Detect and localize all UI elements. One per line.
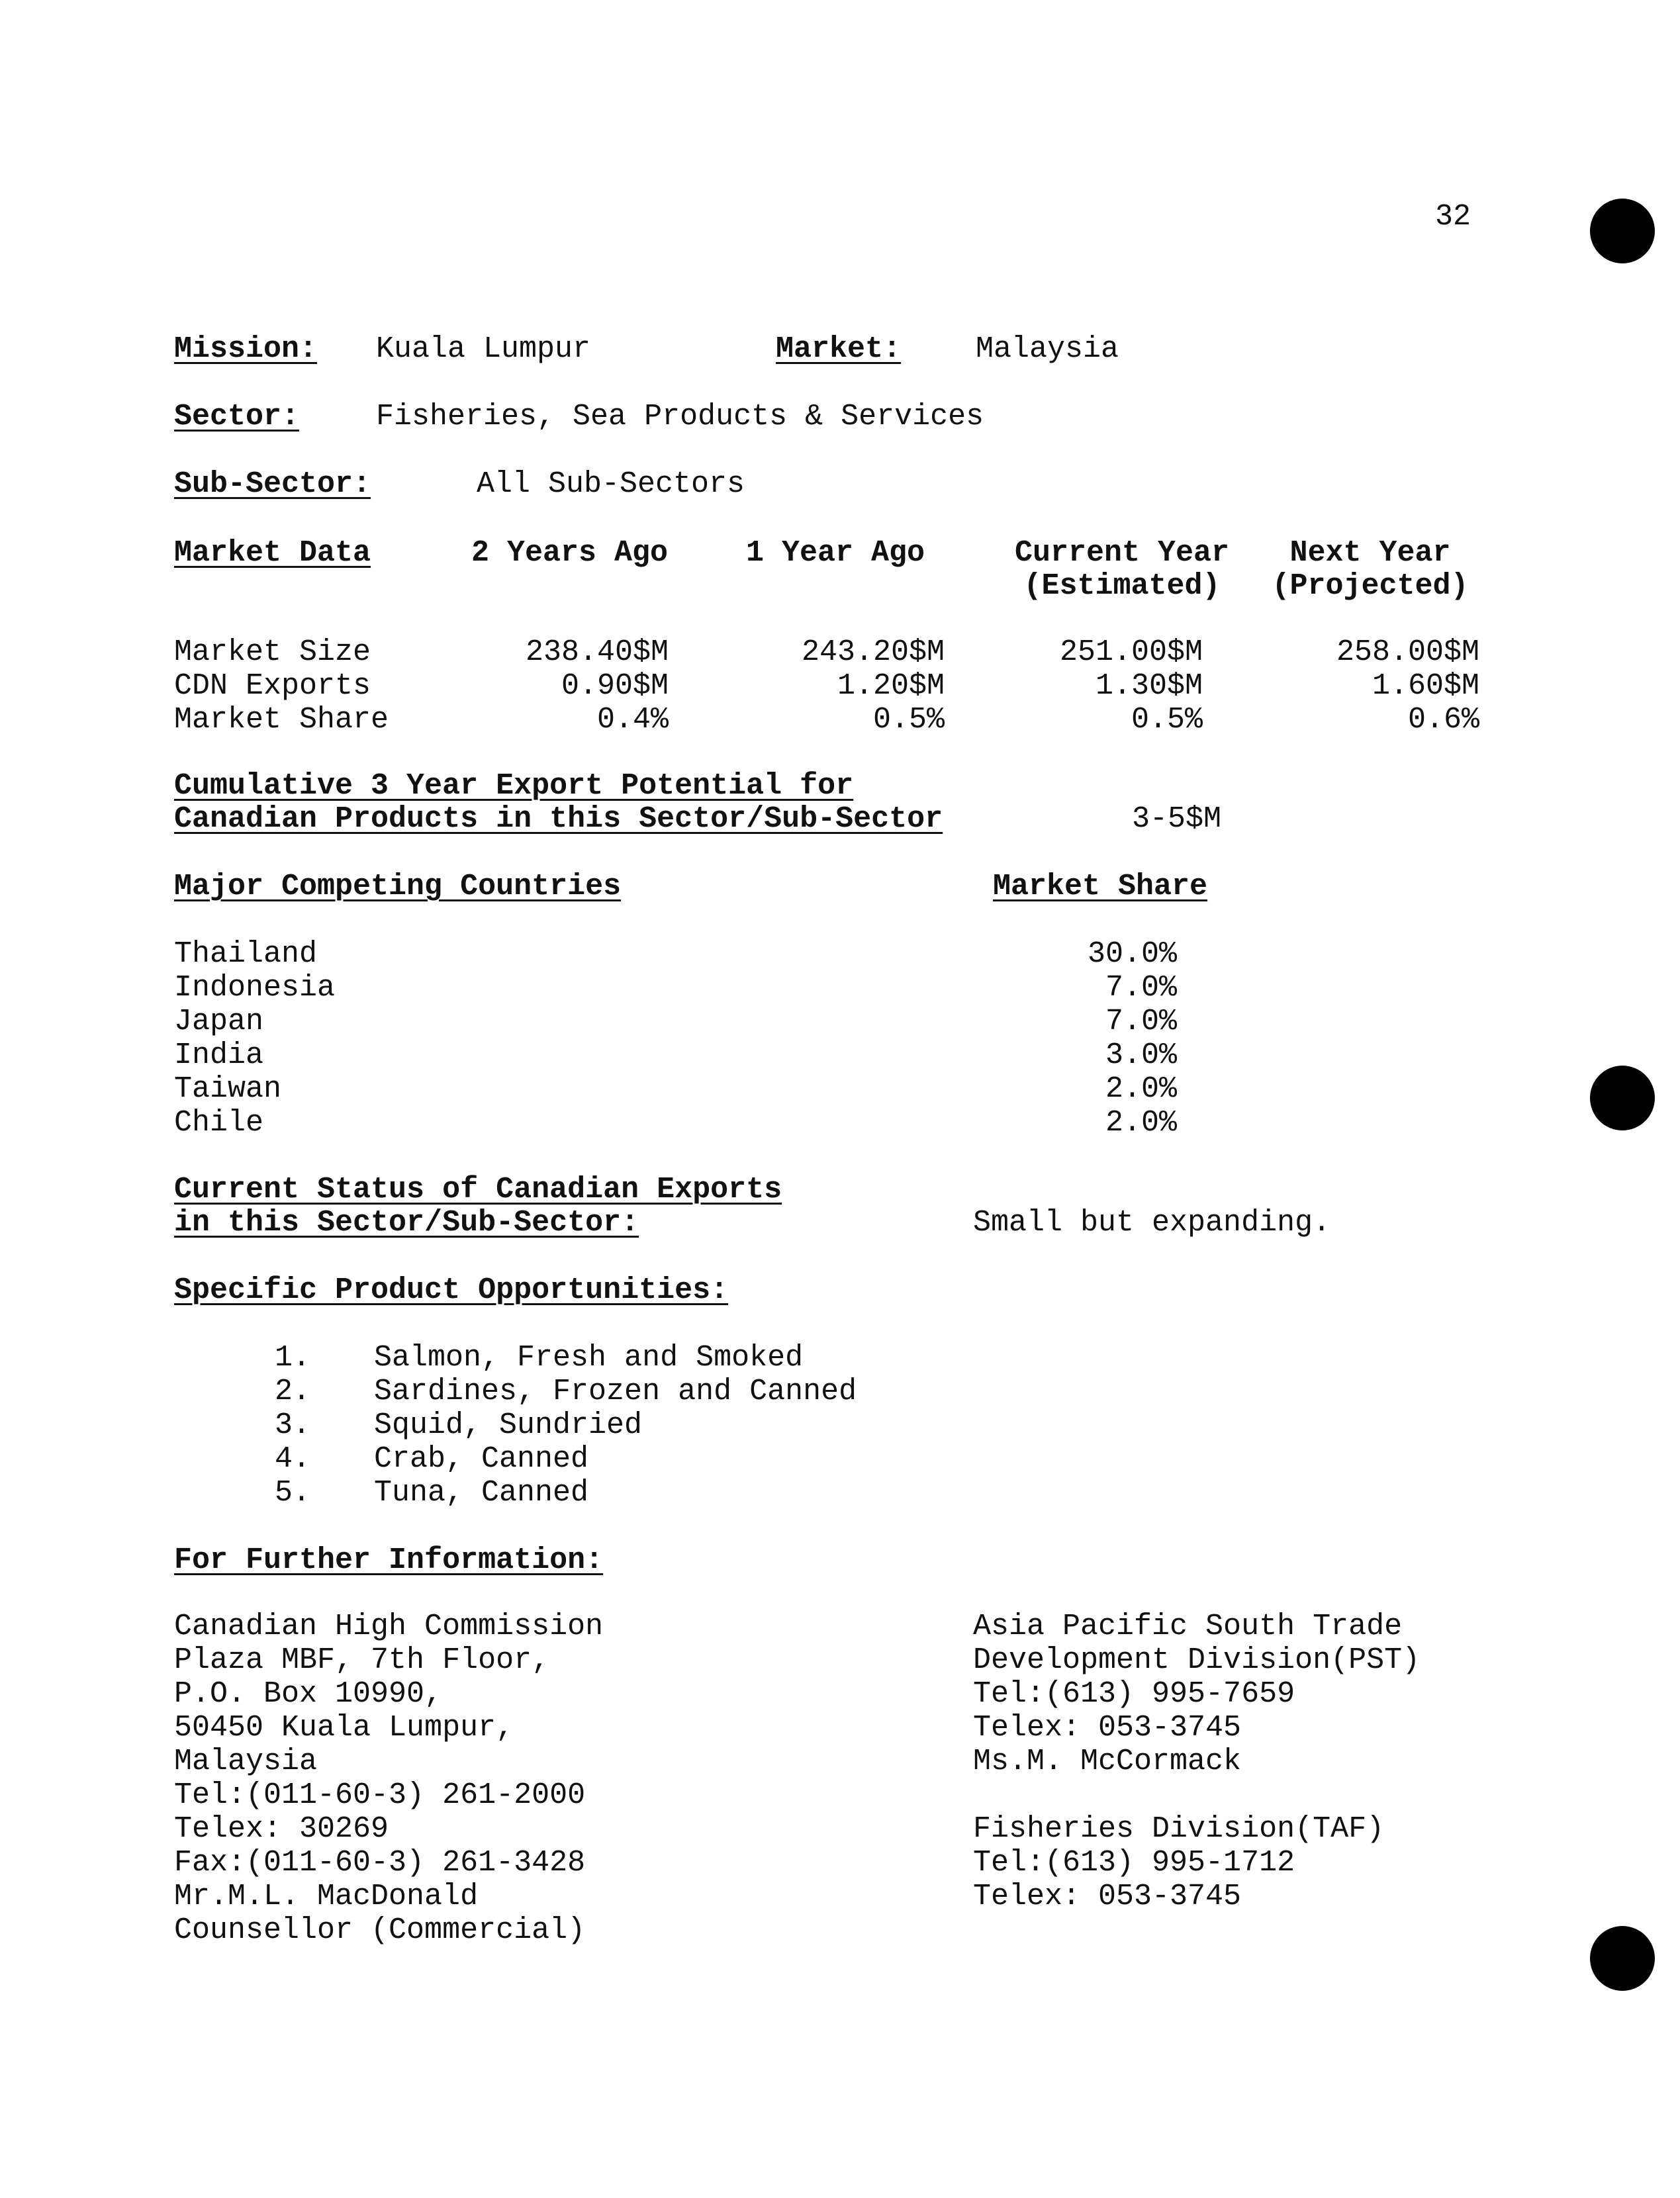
opportunity-text: Squid, Sundried <box>374 1408 643 1442</box>
contact-line: Fisheries Division(TAF) <box>973 1812 1385 1846</box>
competitor-country: India <box>174 1038 264 1072</box>
status-line1: Current Status of Canadian Exports <box>174 1173 782 1207</box>
status-line2: in this Sector/Sub-Sector: <box>174 1206 639 1240</box>
competitors-share-heading: Market Share <box>993 870 1208 903</box>
row-value-next: 0.6% <box>1407 703 1479 737</box>
opportunity-number: 5. <box>275 1476 311 1510</box>
col-current-year-sub: (Estimated) <box>1023 569 1221 603</box>
col-next-year-sub: (Projected) <box>1272 569 1469 603</box>
contact-line: Mr.M.L. MacDonald <box>174 1880 479 1913</box>
opportunity-number: 4. <box>275 1442 311 1476</box>
opportunity-text: Salmon, Fresh and Smoked <box>374 1341 804 1375</box>
contact-line: Tel:(613) 995-1712 <box>973 1846 1295 1880</box>
contact-line: Plaza MBF, 7th Floor, <box>174 1643 550 1677</box>
contact-line: Telex: 053-3745 <box>973 1711 1242 1745</box>
row-value-1y: 0.5% <box>872 703 945 737</box>
export-potential-value: 3-5$M <box>1132 802 1222 836</box>
competitor-country: Japan <box>174 1005 264 1038</box>
row-value-1y: 243.20$M <box>801 635 945 669</box>
col-next-year: Next Year <box>1289 536 1451 570</box>
opportunities-heading: Specific Product Opportunities: <box>174 1273 729 1307</box>
row-label: Market Share <box>174 703 389 737</box>
opportunity-text: Tuna, Canned <box>374 1476 589 1510</box>
competitor-country: Thailand <box>174 937 318 971</box>
contact-line: Development Division(PST) <box>973 1643 1421 1677</box>
contact-line: Ms.M. McCormack <box>973 1745 1242 1778</box>
competitor-share: 3.0% <box>1105 1038 1177 1072</box>
competitor-country: Taiwan <box>174 1072 282 1106</box>
opportunity-text: Sardines, Frozen and Canned <box>374 1375 857 1408</box>
contact-line: Asia Pacific South Trade <box>973 1610 1403 1643</box>
binder-hole-top <box>1590 199 1655 263</box>
row-value-current: 1.30$M <box>1095 669 1203 703</box>
competitor-share: 7.0% <box>1105 1005 1177 1038</box>
row-value-2y: 0.90$M <box>561 669 669 703</box>
competitor-share: 2.0% <box>1105 1106 1177 1140</box>
contact-line: Telex: 30269 <box>174 1812 389 1846</box>
contact-line: Telex: 053-3745 <box>973 1880 1242 1913</box>
contact-line: 50450 Kuala Lumpur, <box>174 1711 514 1745</box>
row-value-current: 251.00$M <box>1059 635 1203 669</box>
contact-line: Tel:(613) 995-7659 <box>973 1677 1295 1711</box>
row-label: CDN Exports <box>174 669 371 703</box>
row-label: Market Size <box>174 635 371 669</box>
row-value-1y: 1.20$M <box>837 669 945 703</box>
row-value-current: 0.5% <box>1131 703 1203 737</box>
mission-value: Kuala Lumpur <box>376 332 591 366</box>
contact-line: Tel:(011-60-3) 261-2000 <box>174 1778 586 1812</box>
competitor-share: 2.0% <box>1105 1072 1177 1106</box>
contact-line: Canadian High Commission <box>174 1610 604 1643</box>
contact-line: Malaysia <box>174 1745 318 1778</box>
competitor-country: Indonesia <box>174 971 336 1005</box>
subsector-value: All Sub-Sectors <box>477 467 745 501</box>
opportunity-number: 1. <box>275 1341 311 1375</box>
sector-value: Fisheries, Sea Products & Services <box>376 400 984 434</box>
binder-hole-middle <box>1590 1066 1655 1130</box>
competitor-country: Chile <box>174 1106 264 1140</box>
export-potential-line2: Canadian Products in this Sector/Sub-Sector <box>174 802 943 836</box>
export-potential-line1: Cumulative 3 Year Export Potential for <box>174 769 854 803</box>
contact-line: Counsellor (Commercial) <box>174 1913 586 1947</box>
col-two-years-ago: 2 Years Ago <box>471 536 669 570</box>
market-data-heading: Market Data <box>174 536 371 570</box>
competitor-share: 30.0% <box>1087 937 1177 971</box>
market-label: Market: <box>776 332 902 366</box>
market-value: Malaysia <box>976 332 1119 366</box>
competitor-share: 7.0% <box>1105 971 1177 1005</box>
opportunity-text: Crab, Canned <box>374 1442 589 1476</box>
page-number: 32 <box>1435 200 1471 234</box>
further-info-heading: For Further Information: <box>174 1543 604 1577</box>
row-value-2y: 238.40$M <box>525 635 669 669</box>
competitors-heading: Major Competing Countries <box>174 870 622 903</box>
sector-label: Sector: <box>174 400 300 434</box>
binder-hole-bottom <box>1590 1926 1655 1991</box>
opportunity-number: 3. <box>275 1408 311 1442</box>
row-value-next: 258.00$M <box>1336 635 1479 669</box>
row-value-next: 1.60$M <box>1372 669 1479 703</box>
status-value: Small but expanding. <box>973 1206 1331 1240</box>
opportunity-number: 2. <box>275 1375 311 1408</box>
subsector-label: Sub-Sector: <box>174 467 371 501</box>
col-current-year: Current Year <box>1014 536 1230 570</box>
row-value-2y: 0.4% <box>596 703 669 737</box>
mission-label: Mission: <box>174 332 318 366</box>
contact-line: P.O. Box 10990, <box>174 1677 443 1711</box>
contact-line: Fax:(011-60-3) 261-3428 <box>174 1846 586 1880</box>
col-one-year-ago: 1 Year Ago <box>746 536 925 570</box>
